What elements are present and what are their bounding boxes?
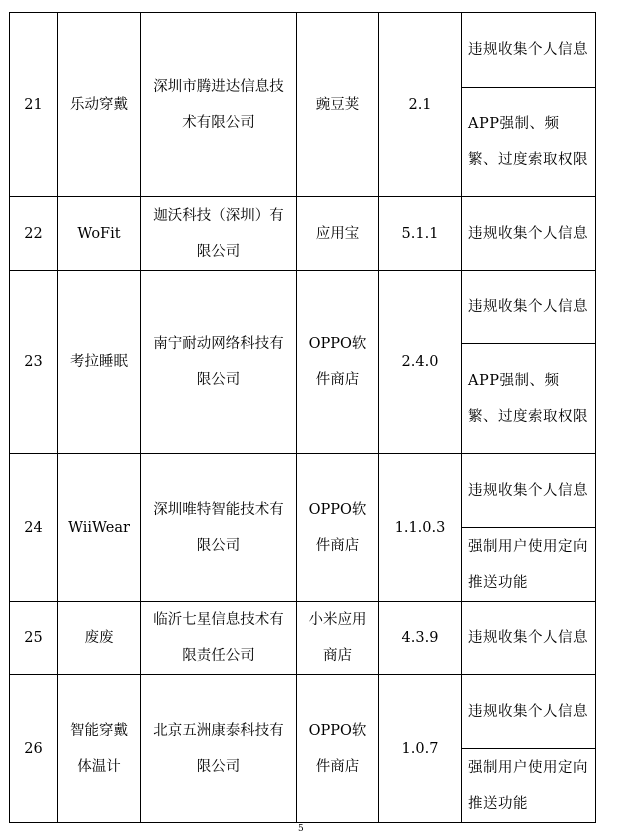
issue-cell: APP强制、频繁、过度索取权限 [462, 344, 596, 454]
table-row [10, 454, 596, 528]
app-store-cell: OPPO软件商店 [297, 675, 379, 823]
row-number-cell: 26 [10, 675, 58, 823]
issue-cell: 违规收集个人信息 [462, 602, 596, 675]
app-store-cell: 豌豆荚 [297, 13, 379, 197]
table-row [10, 197, 596, 271]
app-store-cell: OPPO软件商店 [297, 454, 379, 602]
company-cell: 临沂七星信息技术有限责任公司 [141, 602, 297, 675]
version-cell: 1.1.0.3 [379, 454, 462, 602]
version-cell: 1.0.7 [379, 675, 462, 823]
company-cell: 深圳唯特智能技术有限公司 [141, 454, 297, 602]
issue-cell: 强制用户使用定向推送功能 [462, 528, 596, 602]
app-name-cell: WoFit [58, 197, 141, 271]
app-name-cell: 废废 [58, 602, 141, 675]
version-cell: 2.4.0 [379, 271, 462, 454]
row-number-cell: 25 [10, 602, 58, 675]
row-number-cell: 22 [10, 197, 58, 271]
issue-cell: 违规收集个人信息 [462, 675, 596, 749]
app-name-cell: 智能穿戴体温计 [58, 675, 141, 823]
table-row [10, 675, 596, 749]
app-store-cell: 小米应用商店 [297, 602, 379, 675]
row-number-cell: 23 [10, 271, 58, 454]
issue-cell: 强制用户使用定向推送功能 [462, 749, 596, 823]
issue-cell: 违规收集个人信息 [462, 13, 596, 88]
company-cell: 深圳市腾进达信息技术有限公司 [141, 13, 297, 197]
row-number-cell: 21 [10, 13, 58, 197]
app-name-cell: 考拉睡眠 [58, 271, 141, 454]
table-row [10, 602, 596, 675]
company-cell: 南宁耐动网络科技有限公司 [141, 271, 297, 454]
app-name-cell: WiiWear [58, 454, 141, 602]
version-cell: 2.1 [379, 13, 462, 197]
issue-cell: APP强制、频繁、过度索取权限 [462, 88, 596, 197]
issue-cell: 违规收集个人信息 [462, 454, 596, 528]
version-cell: 5.1.1 [379, 197, 462, 271]
row-number-cell: 24 [10, 454, 58, 602]
app-name-cell: 乐动穿戴 [58, 13, 141, 197]
issue-cell: 违规收集个人信息 [462, 197, 596, 271]
table-row [10, 271, 596, 344]
app-store-cell: OPPO软件商店 [297, 271, 379, 454]
app-store-cell: 应用宝 [297, 197, 379, 271]
page-number: 5 [298, 824, 304, 834]
version-cell: 4.3.9 [379, 602, 462, 675]
table-row [10, 13, 596, 88]
issue-cell: 违规收集个人信息 [462, 271, 596, 344]
company-cell: 迦沃科技（深圳）有限公司 [141, 197, 297, 271]
app-violation-table [9, 12, 596, 823]
company-cell: 北京五洲康泰科技有限公司 [141, 675, 297, 823]
